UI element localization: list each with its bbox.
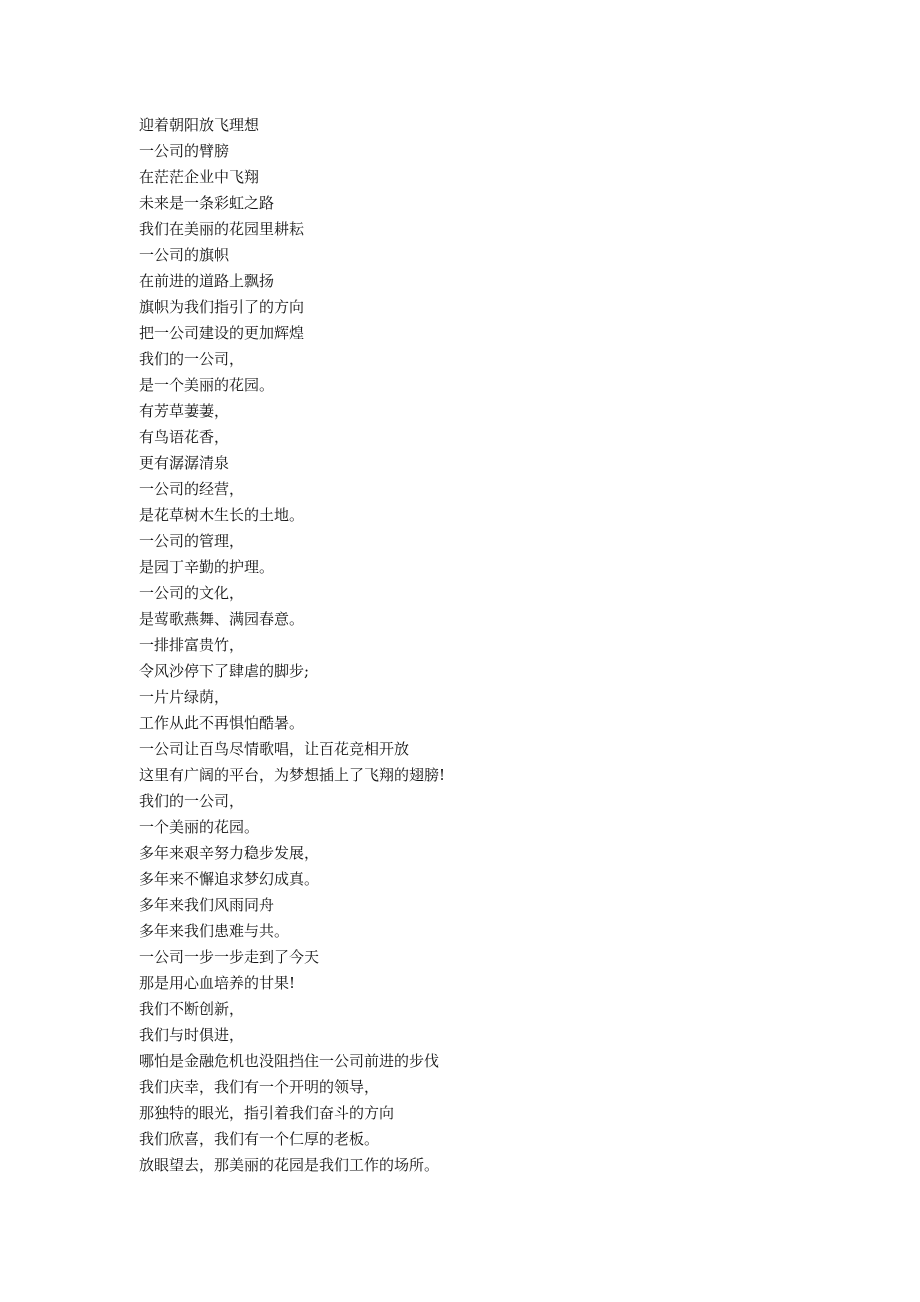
poem-line: 有芳草萋萋，	[139, 402, 230, 420]
poem-text	[139, 112, 445, 1178]
poem-line: 旗帜为我们指引了的方向	[139, 298, 305, 316]
poem-line: 一个美丽的花园。	[139, 818, 260, 836]
poem-line: 我们在美丽的花园里耕耘	[139, 220, 305, 238]
poem-line: 我们不断创新，	[139, 1000, 245, 1018]
poem-line: 那独特的眼光，指引着我们奋斗的方向	[139, 1104, 395, 1122]
poem-line: 多年来我们风雨同舟	[139, 896, 275, 914]
poem-line: 这里有广阔的平台，为梦想插上了飞翔的翅膀!	[139, 766, 446, 784]
poem-line: 有鸟语花香，	[139, 428, 230, 446]
poem-line: 一公司一步一步走到了今天	[139, 948, 320, 966]
poem-line: 我们欣喜，我们有一个仁厚的老板。	[139, 1130, 380, 1148]
poem-line: 在茫茫企业中飞翔	[139, 168, 260, 186]
poem-line: 未来是一条彩虹之路	[139, 194, 275, 212]
poem-line: 多年来艰辛努力稳步发展，	[139, 844, 320, 862]
poem-line: 一公司的经营，	[139, 480, 245, 498]
poem-line: 我们庆幸，我们有一个开明的领导，	[139, 1078, 380, 1096]
poem-line: 多年来我们患难与共。	[139, 922, 290, 940]
poem-line: 一公司的旗帜	[139, 246, 230, 264]
poem-line: 把一公司建设的更加辉煌	[139, 324, 305, 342]
poem-line: 工作从此不再惧怕酷暑。	[139, 714, 305, 732]
poem-line: 一片片绿荫，	[139, 688, 230, 706]
poem-line: 我们的一公司，	[139, 350, 245, 368]
poem-line: 那是用心血培养的甘果!	[139, 974, 296, 992]
poem-line: 一排排富贵竹，	[139, 636, 245, 654]
poem-line: 是花草树木生长的土地。	[139, 506, 305, 524]
poem-line: 迎着朝阳放飞理想	[139, 116, 260, 134]
poem-line: 一公司的管理，	[139, 532, 245, 550]
poem-line: 是莺歌燕舞、满园春意。	[139, 610, 305, 628]
poem-line: 一公司的文化，	[139, 584, 245, 602]
poem-line: 更有潺潺清泉	[139, 454, 230, 472]
poem-line: 哪怕是金融危机也没阻挡住一公司前进的步伐	[139, 1052, 440, 1070]
poem-line: 一公司让百鸟尽情歌唱，让百花竞相开放	[139, 740, 410, 758]
poem-line: 多年来不懈追求梦幻成真。	[139, 870, 320, 888]
poem-line: 令风沙停下了肆虐的脚步;	[139, 662, 310, 680]
poem-line: 放眼望去，那美丽的花园是我们工作的场所。	[139, 1156, 440, 1174]
poem-line: 是一个美丽的花园。	[139, 376, 275, 394]
poem-line: 我们与时俱进，	[139, 1026, 245, 1044]
poem-line: 是园丁辛勤的护理。	[139, 558, 275, 576]
poem-line: 一公司的臂膀	[139, 142, 230, 160]
poem-line: 在前进的道路上飘扬	[139, 272, 275, 290]
poem-line: 我们的一公司，	[139, 792, 245, 810]
